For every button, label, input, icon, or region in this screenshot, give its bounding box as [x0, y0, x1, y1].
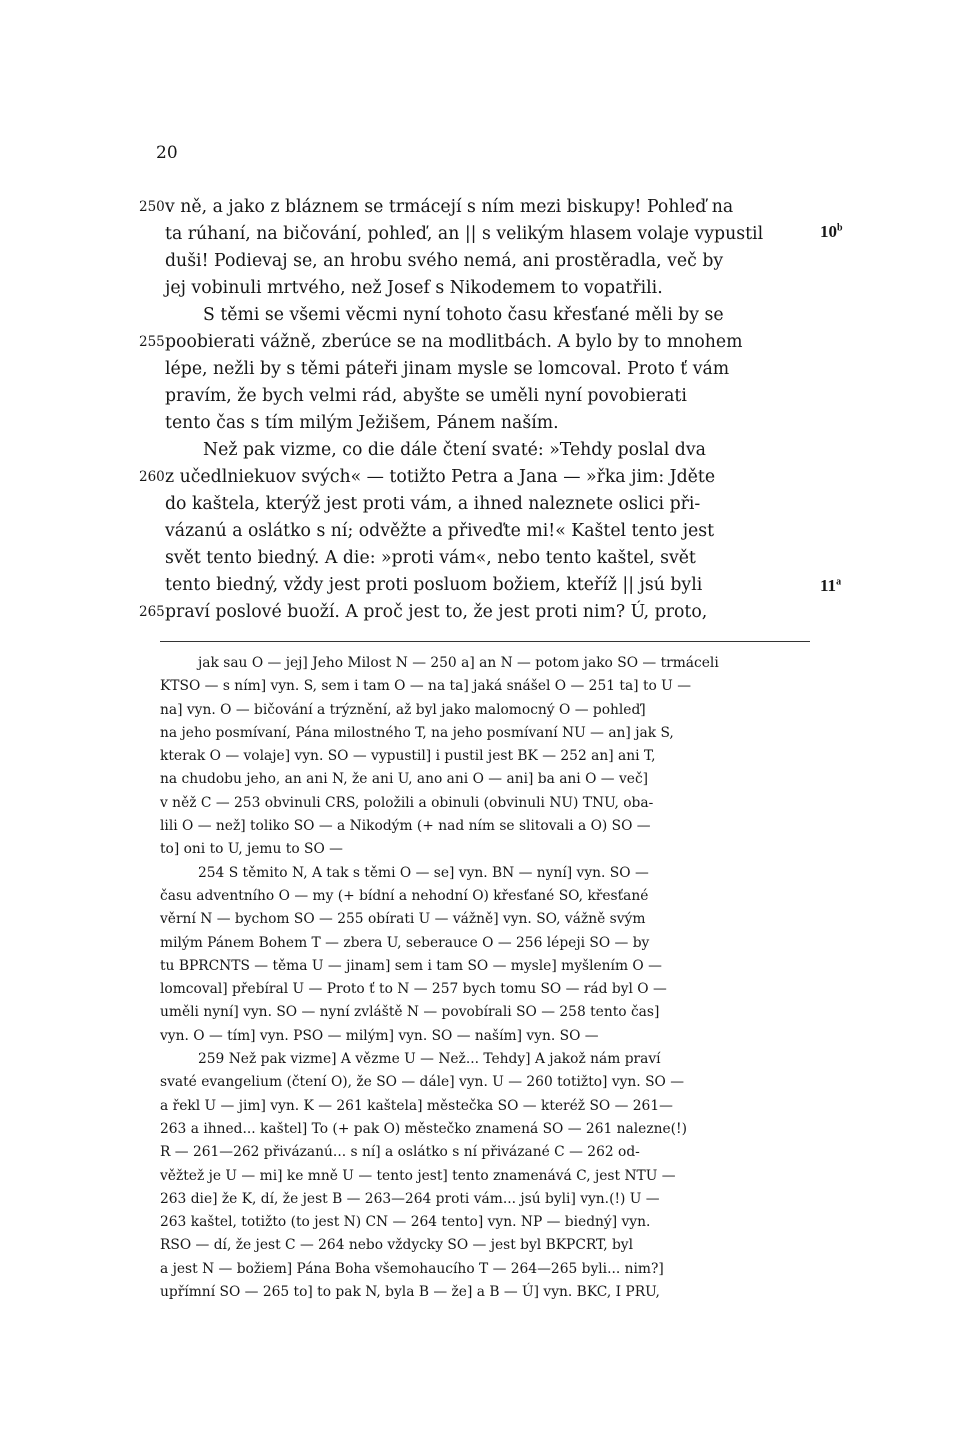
- apparatus-line: to] oni to U, jemu to SO —: [160, 841, 343, 858]
- apparatus-line: upřímní SO — 265 to] to pak N, byla B — že] a B — Ú] vyn. BKC, I PRU,: [160, 1284, 660, 1301]
- line-text: jej vobinuli mrtvého, než Josef s Nikodemem to vopatřili.: [165, 278, 663, 298]
- apparatus-line: a řekl U — jim] vyn. K — 261 kaštela] městečka SO — kteréž SO — 261—: [160, 1097, 673, 1114]
- line-text: tento biedný, vždy jest proti posluom božiem, kteříž || jsú byli: [165, 575, 703, 595]
- folio-marker: [820, 576, 841, 596]
- text-line: [165, 248, 815, 275]
- text-line: [165, 518, 815, 545]
- apparatus-line: lomcoval] přebíral U — Proto ť to N — 257 bych tomu SO — rád byl O —: [160, 981, 667, 998]
- text-line: [165, 302, 815, 329]
- apparatus-line: na chudobu jeho, an ani N, že ani U, ano ani O — ani] ba ani O — več]: [160, 771, 649, 788]
- folio-side: a: [836, 576, 842, 588]
- apparatus-line: svaté evangelium (čtení O), že SO — dále] vyn. U — 260 totižto] vyn. SO —: [160, 1074, 685, 1091]
- apparatus-line: 254 S těmito N, A tak s těmi O — se] vyn. BN — nyní] vyn. SO —: [198, 864, 649, 881]
- apparatus-line: vyn. O — tím] vyn. PSO — milým] vyn. SO — naším] vyn. SO —: [160, 1027, 599, 1044]
- line-text: pravím, že bych velmi rád, abyšte se uměli nyní povobierati: [165, 386, 687, 406]
- folio-side: b: [837, 222, 843, 234]
- line-number: 255: [139, 334, 165, 350]
- apparatus-line: a jest N — božiem] Pána Boha všemohaucího T — 264—265 byli... nim?]: [160, 1260, 664, 1277]
- text-line: [165, 545, 815, 572]
- line-text: duši! Podievaj se, an hrobu svého nemá, ani prostěradla, več by: [165, 251, 724, 271]
- main-text: [139, 194, 815, 626]
- text-line: [165, 221, 815, 248]
- apparatus-line: věrní N — bychom SO — 255 obírati U — vážně] vyn. SO, vážně svým: [160, 911, 646, 928]
- folio-marker: [820, 222, 843, 242]
- line-text: ta rúhaní, na bičování, pohleď, an || s velikým hlasem volaje vypustil: [165, 224, 764, 244]
- text-line: [139, 599, 815, 626]
- apparatus-line: KTSO — s ním] vyn. S, sem i tam O — na ta] jaká snášel O — 251 ta] to U —: [160, 678, 691, 695]
- apparatus-line: v něž C — 253 obvinuli CRS, položili a obinuli (obvinuli NU) TNU, oba-: [160, 794, 654, 811]
- critical-apparatus: [160, 652, 812, 1304]
- line-text: do kaštela, kterýž jest proti vám, a ihned naleznete oslici při-: [165, 494, 701, 514]
- text-line: [139, 464, 815, 491]
- apparatus-line: milým Pánem Bohem T — zbera U, seberauce O — 256 lépeji SO — by: [160, 934, 650, 951]
- page-number: 20: [156, 143, 178, 163]
- apparatus-line: věžtež je U — mi] ke mně U — tento jest] tento znamenává C, jest NTU —: [160, 1167, 676, 1184]
- apparatus-line: na] vyn. O — bičování a trýznění, až byl jako malomocný O — pohleď]: [160, 701, 646, 718]
- line-text: Než pak vizme, co die dále čtení svaté: »Tehdy poslal dva: [203, 440, 706, 460]
- line-text: S těmi se všemi věcmi nyní tohoto času křesťané měli by se: [203, 305, 724, 325]
- footnote-rule: [160, 641, 810, 642]
- apparatus-line: tu BPRCNTS — těma U — jinam] sem i tam SO — mysle] myšlením O —: [160, 957, 662, 974]
- text-line: [139, 329, 815, 356]
- line-text: svět tento biedný. A die: »proti vám«, nebo tento kaštel, svět: [165, 548, 696, 568]
- apparatus-line: 263 die] že K, dí, že jest B — 263—264 proti vám... jsú byli] vyn.(!) U —: [160, 1190, 660, 1207]
- line-text: vázanú a oslátko s ní; odvěžte a přiveďte mi!« Kaštel tento jest: [165, 521, 715, 541]
- text-line: [165, 383, 815, 410]
- apparatus-line: uměli nyní] vyn. SO — nyní zvláště N — povobírali SO — 258 tento čas]: [160, 1004, 660, 1021]
- apparatus-line: RSO — dí, že jest C — 264 nebo vždycky SO — jest byl BKPCRT, byl: [160, 1237, 634, 1254]
- text-line: [165, 275, 815, 302]
- line-number: 260: [139, 469, 165, 485]
- line-text: z učedlniekuov svých« — totižto Petra a Jana — »řka jim: Jděte: [165, 467, 716, 487]
- text-line: [165, 356, 815, 383]
- folio-number: 10: [820, 222, 837, 241]
- apparatus-line: času adventního O — my (+ bídní a nehodní O) křesťané SO, křesťané: [160, 887, 649, 904]
- text-line: [165, 410, 815, 437]
- text-line: [165, 572, 815, 599]
- text-line: [139, 194, 815, 221]
- apparatus-line: 259 Než pak vizme] A vězme U — Než... Tehdy] A jakož nám praví: [198, 1051, 661, 1068]
- apparatus-line: jak sau O — jej] Jeho Milost N — 250 a] an N — potom jako SO — trmáceli: [198, 655, 719, 671]
- apparatus-line: R — 261—262 přivázanú... s ní] a oslátko s ní přivázané C — 262 od-: [160, 1144, 640, 1161]
- apparatus-line: 263 kaštel, totižto (to jest N) CN — 264 tento] vyn. NP — biedný] vyn.: [160, 1214, 651, 1231]
- line-text: lépe, nežli by s těmi páteři jinam mysle se lomcoval. Proto ť vám: [165, 359, 730, 379]
- apparatus-line: kterak O — volaje] vyn. SO — vypustil] i pustil jest BK — 252 an] ani T,: [160, 748, 656, 765]
- line-number: 265: [139, 604, 165, 620]
- text-line: [165, 491, 815, 518]
- apparatus-line: na jeho posmívaní, Pána milostného T, na jeho posmívaní NU — an] jak S,: [160, 724, 674, 741]
- line-text: poobierati vážně, zberúce se na modlitbách. A bylo by to mnohem: [165, 332, 743, 352]
- line-text: tento čas s tím milým Ježišem, Pánem naším.: [165, 413, 559, 433]
- apparatus-line: 263 a ihned... kaštel] To (+ pak O) městečko znamená SO — 261 nalezne(!): [160, 1120, 687, 1137]
- line-number: 250: [139, 199, 165, 215]
- folio-number: 11: [820, 576, 837, 595]
- text-line: [165, 437, 815, 464]
- apparatus-line: lili O — než] toliko SO — a Nikodým (+ nad ním se slitovali a O) SO —: [160, 818, 651, 835]
- line-text: praví poslové buoží. A proč jest to, že jest proti nim? Ú, proto,: [165, 602, 708, 622]
- line-text: v ně, a jako z bláznem se trmácejí s ním mezi biskupy! Pohleď na: [165, 197, 734, 217]
